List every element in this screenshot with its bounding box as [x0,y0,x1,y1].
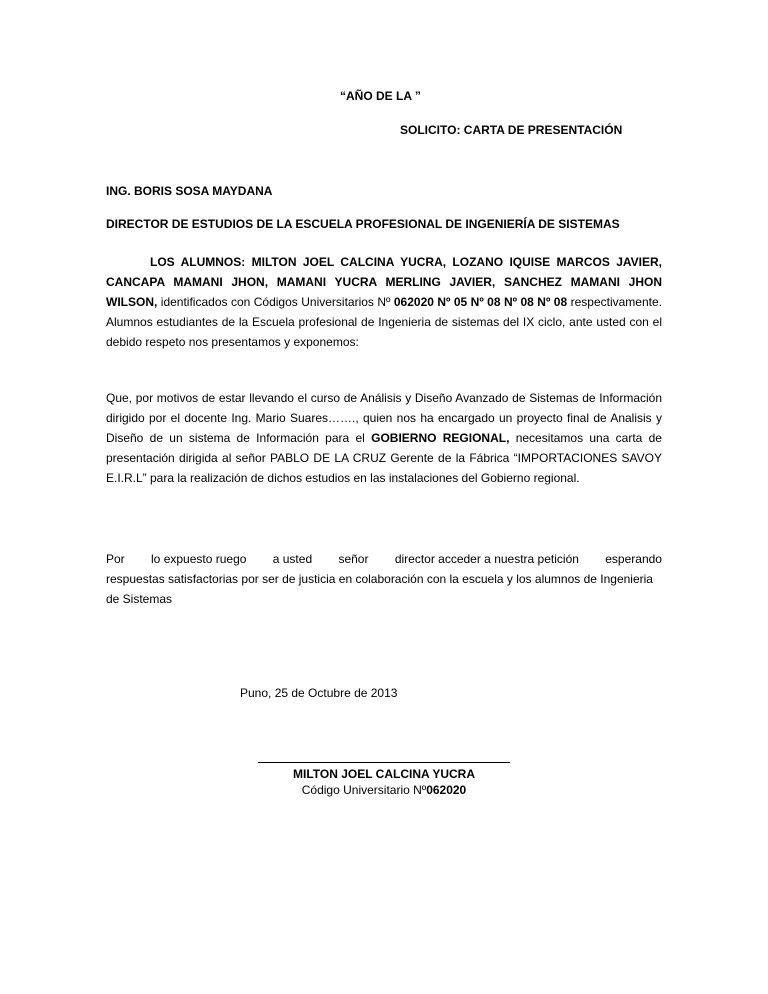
place-date: Puno, 25 de Octubre de 2013 [240,686,398,700]
signature-code [258,781,510,800]
motive-text-1: Que, por motivos de estar llevando el curso de Análisis y Diseño Avanzado de Sistemas de Información dirigido por el docente Ing. Mario Suares……., quien nos ha encargado un proyecto final de Analisis y Diseño de un sistema de Información para el [106,391,662,445]
closing-word: lo expuesto ruego [151,552,247,566]
motive-text-2: necesitamos una carta de presentación dirigida al señor PABLO DE LA CRUZ Gerente de la Fábrica “IMPORTACIONES SAVOY E.I.R.L” para la realización de dichos estudios en las instalaciones del Gobierno regional. [106,431,662,485]
closing-paragraph [106,549,662,609]
identified-text: identificados con Códigos Universitarios Nº [160,295,391,309]
subject-line: SOLICITO: CARTA DE PRESENTACIÓN [400,123,623,137]
closing-word: a usted [272,552,313,566]
motive-highlight: GOBIERNO REGIONAL, [371,431,510,445]
students-paragraph-rest: respectivamente. Alumnos estudiantes de la Escuela profesional de Ingenieria de sistemas del IX ciclo, ante usted con el debido respeto nos presentamos y exponemos: [106,295,662,349]
closing-word: director acceder a nuestra petición [394,552,579,566]
closing-first-line [106,549,662,569]
closing-word: esperando [605,552,662,566]
closing-rest: respuestas satisfactorias por ser de justicia en colaboración con la escuela y los alumnos de Ingenieria de Sistemas [106,572,653,606]
signature-line [258,762,510,763]
addressee-title: DIRECTOR DE ESTUDIOS DE LA ESCUELA PROFESIONAL DE INGENIERÍA DE SISTEMAS [106,217,620,231]
signature-code-label: Código Universitario Nº [301,783,427,797]
students-paragraph [106,252,662,352]
student-codes: 062020 Nº 05 Nº 08 Nº 08 Nº 08 [393,295,568,309]
students-names: MILTON JOEL CALCINA YUCRA, LOZANO IQUISE MARCOS JAVIER, CANCAPA MAMANI JHON, MAMANI YUCRA MERLING JAVIER, SANCHEZ MAMANI JHON WILSON, [106,255,662,309]
addressee-name: ING. BORIS SOSA MAYDANA [106,184,273,198]
motive-paragraph [106,388,662,488]
students-label: LOS ALUMNOS: [150,255,246,269]
signature-name: MILTON JOEL CALCINA YUCRA [292,767,475,781]
signature-code-value: 062020 [426,783,467,797]
closing-word: señor [338,552,369,566]
closing-word: Por [106,552,125,566]
year-heading: “AÑO DE LA ” [340,89,421,103]
